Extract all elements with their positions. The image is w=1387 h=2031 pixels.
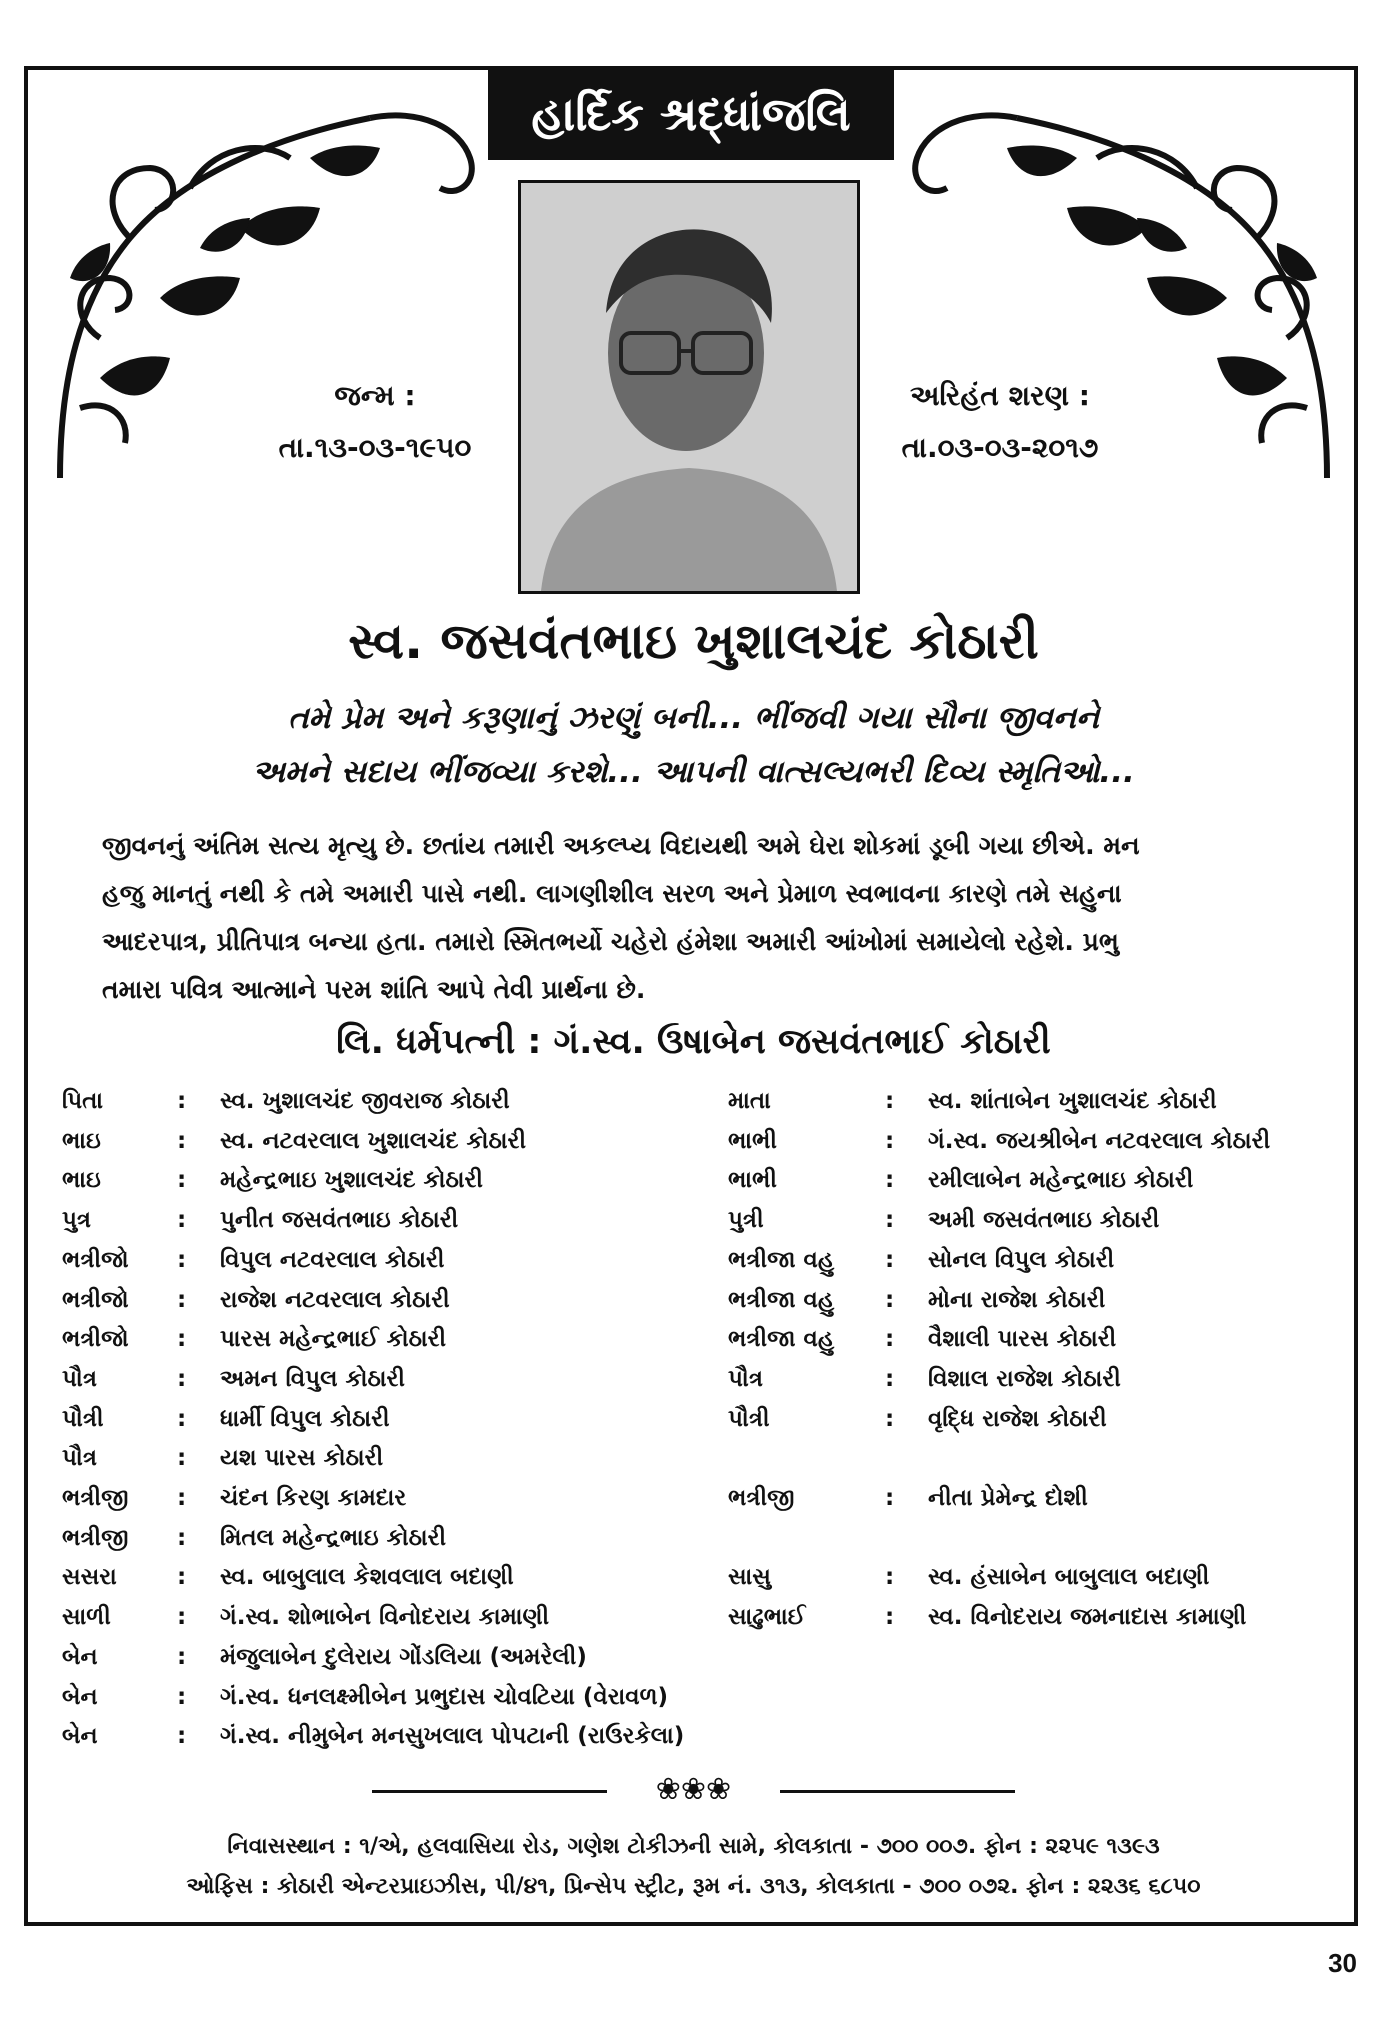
relation-separator: : [177, 1485, 187, 1511]
relation-separator: : [177, 1723, 187, 1750]
relation-label: પિતા [62, 1088, 104, 1114]
relation-separator: : [177, 1604, 187, 1631]
relative-name: ગં.સ્વ. શોભાબેન વિનોદરાય કામાણી [220, 1604, 550, 1631]
relative-name: મિતલ મહેન્દ્રભાઇ કોઠારી [220, 1524, 447, 1551]
relative-name: રાજેશ નટવરલાલ કોઠારી [220, 1286, 450, 1313]
relation-label: પુત્રી [728, 1207, 764, 1234]
relation-label: ભત્રીજો [62, 1246, 129, 1273]
relation-separator: : [177, 1167, 187, 1194]
relation-separator: : [885, 1167, 895, 1194]
relation-separator: : [885, 1604, 895, 1631]
verse-line: અમને સદાય ભીંજવ્યા કરશે... આપની વાત્સલ્યભરી દિવ્ય સ્મૃતિઓ... [252, 754, 1135, 790]
relation-separator: : [177, 1286, 187, 1313]
paragraph-line: જીવનનું અંતિમ સત્ય મૃત્યુ છે. છતાંય તમારી અકલ્પ્ય વિદાયથી અમે ઘેરા શોકમાં ડૂબી ગયા છીએ. મન [102, 831, 1140, 860]
relative-name: અમન વિપુલ કોઠારી [220, 1365, 405, 1392]
paragraph-line: હજુ માનતું નથી કે તમે અમારી પાસે નથી. લાગણીશીલ સરળ અને પ્રેમાળ સ્વભાવના કારણે તમે સહુના [102, 879, 1122, 908]
relative-name: વિપુલ નટવરલાલ કોઠારી [220, 1246, 445, 1273]
portrait-photo [518, 180, 860, 594]
relation-separator: : [885, 1326, 895, 1353]
relation-separator: : [177, 1326, 187, 1353]
relation-separator: : [885, 1088, 895, 1114]
relation-label: ભાભી [728, 1127, 778, 1154]
relation-label: પૌત્રી [728, 1405, 770, 1432]
relation-separator: : [885, 1207, 895, 1234]
relation-label: બેન [62, 1643, 98, 1670]
relative-name: સ્વ. ખુશાલચંદ જીવરાજ કોઠારી [220, 1088, 510, 1114]
relation-label: સસરા [62, 1564, 117, 1591]
relative-name: મહેન્દ્રભાઇ ખુશાલચંદ કોઠારી [220, 1167, 483, 1194]
relative-name: સ્વ. શાંતાબેન ખુશાલચંદ કોઠારી [928, 1088, 1217, 1114]
relative-name: અમી જસવંતભાઇ કોઠારી [928, 1207, 1160, 1234]
relation-label: ભાભી [728, 1167, 778, 1194]
relation-separator: : [177, 1127, 187, 1154]
relation-separator: : [885, 1405, 895, 1432]
relative-name: વિશાલ રાજેશ કોઠારી [928, 1365, 1121, 1392]
portrait-silhouette [521, 183, 857, 591]
birth-block [260, 370, 490, 474]
relative-name: પારસ મહેન્દ્રભાઈ કોઠારી [220, 1326, 447, 1353]
relative-name: રમીલાબેન મહેન્દ્રભાઇ કોઠારી [928, 1167, 1194, 1194]
relative-name: સ્વ. વિનોદરાય જમનાદાસ કામાણી [928, 1604, 1247, 1631]
relation-label: માતા [728, 1088, 771, 1114]
relative-name: મોના રાજેશ કોઠારી [928, 1286, 1106, 1313]
relation-label: ભત્રીજો [62, 1286, 129, 1313]
relative-name: વૃદ્ધિ રાજેશ કોઠારી [928, 1405, 1107, 1432]
relative-name: સ્વ. બાબુલાલ કેશવલાલ બદાણી [220, 1564, 514, 1591]
deceased-name: સ્વ. જસવંતભાઇ ખુશાલચંદ કોઠારી [348, 612, 1039, 670]
relation-separator: : [177, 1088, 187, 1114]
relative-name: ગં.સ્વ. જયશ્રીબેન નટવરલાલ કોઠારી [928, 1127, 1271, 1154]
relation-separator: : [177, 1207, 187, 1234]
tribute-paragraph [102, 822, 1302, 1014]
relation-separator: : [177, 1683, 187, 1710]
banner-title: હાર્દિક શ્રદ્ધાંજલિ [488, 70, 894, 160]
relative-name: ગં.સ્વ. ધનલક્ષ્મીબેન પ્રભુદાસ ચોવટિયા (વેરાવળ) [220, 1683, 669, 1710]
relation-label: ભત્રીજી [62, 1485, 129, 1511]
relation-separator: : [885, 1127, 895, 1154]
relation-label: સાસુ [728, 1564, 771, 1591]
birth-date: તા.૧૩-૦૩-૧૯૫૦ [278, 431, 472, 464]
paragraph-line: તમારા પવિત્ર આત્માને પરમ શાંતિ આપે તેવી પ્રાર્થના છે. [102, 975, 646, 1004]
relation-label: ભત્રીજા વહુ [728, 1246, 835, 1273]
relation-label: બેન [62, 1723, 98, 1750]
paragraph-line: આદરપાત્ર, પ્રીતિપાત્ર બન્યા હતા. તમારો સ્મિતભર્યો ચહેરો હંમેશા અમારી આંખોમાં સમાયેલો રહેશે. પ્રભુ [102, 927, 1119, 956]
death-date: તા.૦૩-૦૩-૨૦૧૭ [901, 431, 1099, 464]
relation-separator: : [885, 1485, 895, 1511]
relation-label: ભાઇ [62, 1127, 101, 1154]
relative-name: ધાર્મી વિપુલ કોઠારી [220, 1405, 390, 1432]
relative-name: મંજુલાબેન દુલેરાય ગોંડલિયા (અમરેલી) [220, 1643, 587, 1670]
relative-name: પુનીત જસવંતભાઇ કોઠારી [220, 1207, 459, 1234]
relation-label: ભત્રીજી [728, 1485, 795, 1511]
relation-separator: : [177, 1643, 187, 1670]
relation-separator: : [885, 1564, 895, 1591]
relation-label: ભત્રીજા વહુ [728, 1286, 835, 1313]
signature-line: લિ. ધર્મપત્ની : ગં.સ્વ. ઉષાબેન જસવંતભાઈ કોઠારી [336, 1022, 1051, 1062]
relation-separator: : [885, 1286, 895, 1313]
relative-name: યશ પારસ કોઠારી [220, 1445, 384, 1472]
verse-line: તમે પ્રેમ અને કરૂણાનું ઝરણું બની... ભીંજવી ગયા સૌના જીવનને [287, 700, 1100, 736]
divider-right [780, 1790, 1015, 1793]
relation-label: ભત્રીજી [62, 1524, 129, 1551]
relation-separator: : [177, 1246, 187, 1273]
relation-label: બેન [62, 1683, 98, 1710]
relation-separator: : [177, 1445, 187, 1472]
relative-name: ગં.સ્વ. નીમુબેન મનસુખલાલ પોપટાની (રાઉરકેલા) [220, 1723, 685, 1750]
relation-separator: : [885, 1365, 895, 1392]
birth-label: જન્મ : [334, 379, 416, 412]
relation-separator: : [177, 1564, 187, 1591]
relation-label: ભત્રીજો [62, 1326, 129, 1353]
relation-separator: : [885, 1246, 895, 1273]
office-address: ઓફિસ : કોઠારી એન્ટરપ્રાઇઝીસ, પી/૪૧, પ્રિન્સેપ સ્ટ્રીટ, રૂમ નં. ૩૧૩, કોલકાતા - ૭૦૦ ૦૭૨. ફોન : ૨૨૩૬ ૬૮૫૦ [186, 1874, 1201, 1899]
relation-separator: : [177, 1405, 187, 1432]
relation-label: પૌત્ર [728, 1365, 763, 1392]
relation-separator: : [177, 1365, 187, 1392]
relation-label: પૌત્રી [62, 1405, 104, 1432]
relative-name: સોનલ વિપુલ કોઠારી [928, 1246, 1115, 1273]
relative-name: ચંદન કિરણ કામદાર [220, 1485, 407, 1511]
divider-left [372, 1790, 607, 1793]
relation-label: પૌત્ર [62, 1365, 97, 1392]
relative-name: સ્વ. હંસાબેન બાબુલાલ બદાણી [928, 1564, 1210, 1591]
residence-address: નિવાસસ્થાન : ૧/એ, હલવાસિયા રોડ, ગણેશ ટોકીઝની સામે, કોલકાતા - ૭૦૦ ૦૦૭. ફોન : ૨૨૫૯ ૧૩૯૩ [227, 1834, 1160, 1859]
relative-name: નીતા પ્રેમેન્દ્ર દોશી [928, 1485, 1088, 1511]
relation-label: સાઢુભાઈ [728, 1604, 806, 1631]
death-label: અરિહંત શરણ : [910, 379, 1090, 412]
relation-label: પુત્ર [62, 1207, 92, 1234]
page-number: 30 [1328, 1948, 1357, 1978]
death-block [880, 370, 1120, 474]
relation-label: ભત્રીજા વહુ [728, 1326, 835, 1353]
relation-label: પૌત્ર [62, 1445, 97, 1472]
relation-label: સાળી [62, 1604, 111, 1631]
relative-name: સ્વ. નટવરલાલ ખુશાલચંદ કોઠારી [220, 1127, 527, 1154]
relative-name: વૈશાલી પારસ કોઠારી [928, 1326, 1117, 1353]
relation-separator: : [177, 1524, 187, 1551]
relation-label: ભાઇ [62, 1167, 101, 1194]
flower-ornament: ❀❀❀ [655, 1772, 732, 1807]
